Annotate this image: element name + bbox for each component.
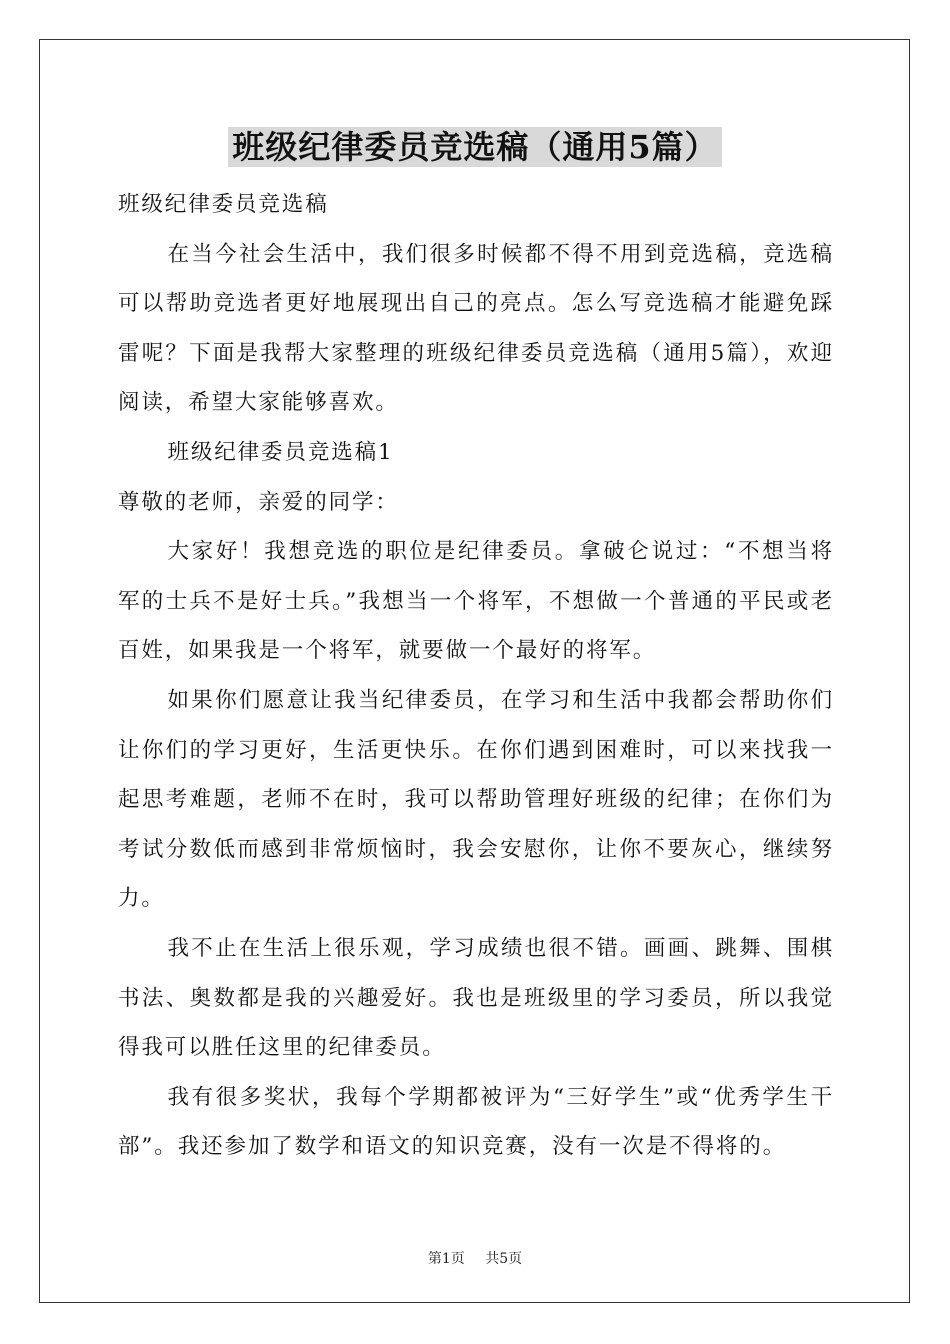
paragraph: 我有很多奖状，我每个学期都被评为“三好学生”或“优秀学生干部”。我还参加了数学和语文的知识竞赛，没有一次是不得将的。	[118, 1084, 834, 1160]
document-body	[118, 180, 834, 1172]
salutation: 尊敬的老师，亲爱的同学：	[118, 489, 399, 515]
document-title: 班级纪律委员竞选稿（通用5篇）	[228, 127, 721, 167]
page-number: 第1页	[427, 1251, 465, 1267]
paragraph: 班级纪律委员竞选稿	[118, 192, 329, 217]
section-heading: 班级纪律委员竞选稿1	[167, 439, 394, 465]
paragraph: 在当今社会生活中，我们很多时候都不得不用到竞选稿，竞选稿可以帮助竞选者更好地展现出自己的亮点。怎么写竞选稿才能避免踩雷呢？下面是我帮大家整理的班级纪律委员竞选稿（通用5篇），欢迎阅读，希望大家能够喜欢。	[118, 241, 834, 416]
paragraph: 如果你们愿意让我当纪律委员，在学习和生活中我都会帮助你们让你们的学习更好，生活更快乐。在你们遇到困难时，可以来找我一起思考难题，老师不在时，我可以帮助管理好班级的纪律；在你们为考试分数低而感到非常烦恼时，我会安慰你，让你不要灰心，继续努力。	[118, 687, 834, 912]
paragraph: 我不止在生活上很乐观，学习成绩也很不错。画画、跳舞、围棋书法、奥数都是我的兴趣爱好。我也是班级里的学习委员，所以我觉得我可以胜任这里的纪律委员。	[118, 935, 834, 1061]
title-container	[0, 127, 950, 167]
page-footer	[0, 1248, 950, 1268]
total-pages: 共5页	[485, 1251, 523, 1267]
paragraph: 大家好！我想竞选的职位是纪律委员。拿破仑说过：“不想当将军的士兵不是好士兵。”我想当一个将军，不想做一个普通的平民或老百姓，如果我是一个将军，就要做一个最好的将军。	[118, 539, 834, 664]
